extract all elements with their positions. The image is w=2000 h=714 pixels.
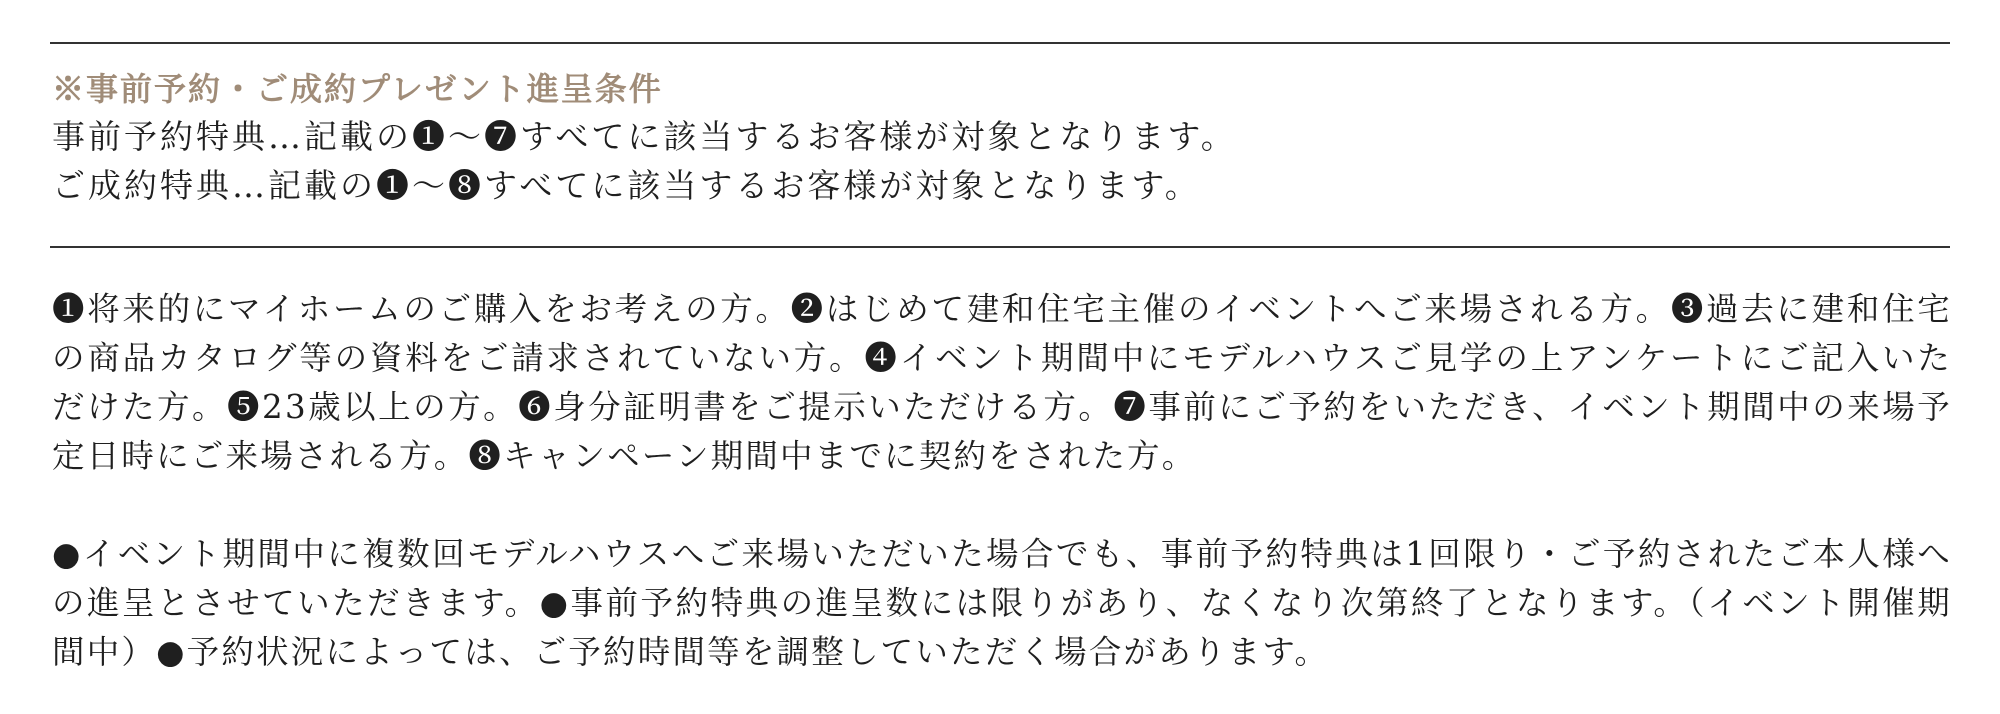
top-divider (50, 42, 1950, 44)
advance-reservation-benefit-condition: 事前予約特典…記載の❶〜❼すべてに該当するお客様が対象となります。 (52, 117, 1237, 156)
contract-benefit-condition: ご成約特典…記載の❶〜❽すべてに該当するお客様が対象となります。 (52, 166, 1201, 205)
presentation-conditions (52, 66, 1942, 210)
conditions-heading: ※事前予約・ご成約プレゼント進呈条件 (52, 70, 663, 108)
eligibility-criteria-paragraph: ❶将来的にマイホームのご購入をお考えの方。❷はじめて建和住宅主催のイベントへご来場される方。❸過去に建和住宅の商品カタログ等の資料をご請求されていない方。❹イベント期間中にモデルハウスご見学の上アンケートにご記入いただけた方。❺23歳以上の方。❻身分証明書をご提示いただける方。❼事前にご予約をいただき、イベント期間中の来場予定日時にご来場される方。❽キャンペーン期間中までに契約をされた方。 (52, 290, 1952, 475)
notes-paragraph: ●イベント期間中に複数回モデルハウスへご来場いただいた場合でも、事前予約特典は1回限り・ご予約されたご本人様への進呈とさせていただきます。●事前予約特典の進呈数には限りがあり、なくなり次第終了となります。（イベント開催期間中）●予約状況によっては、ご予約時間等を調整していただく場合があります。 (52, 535, 1952, 671)
middle-divider (50, 246, 1950, 248)
